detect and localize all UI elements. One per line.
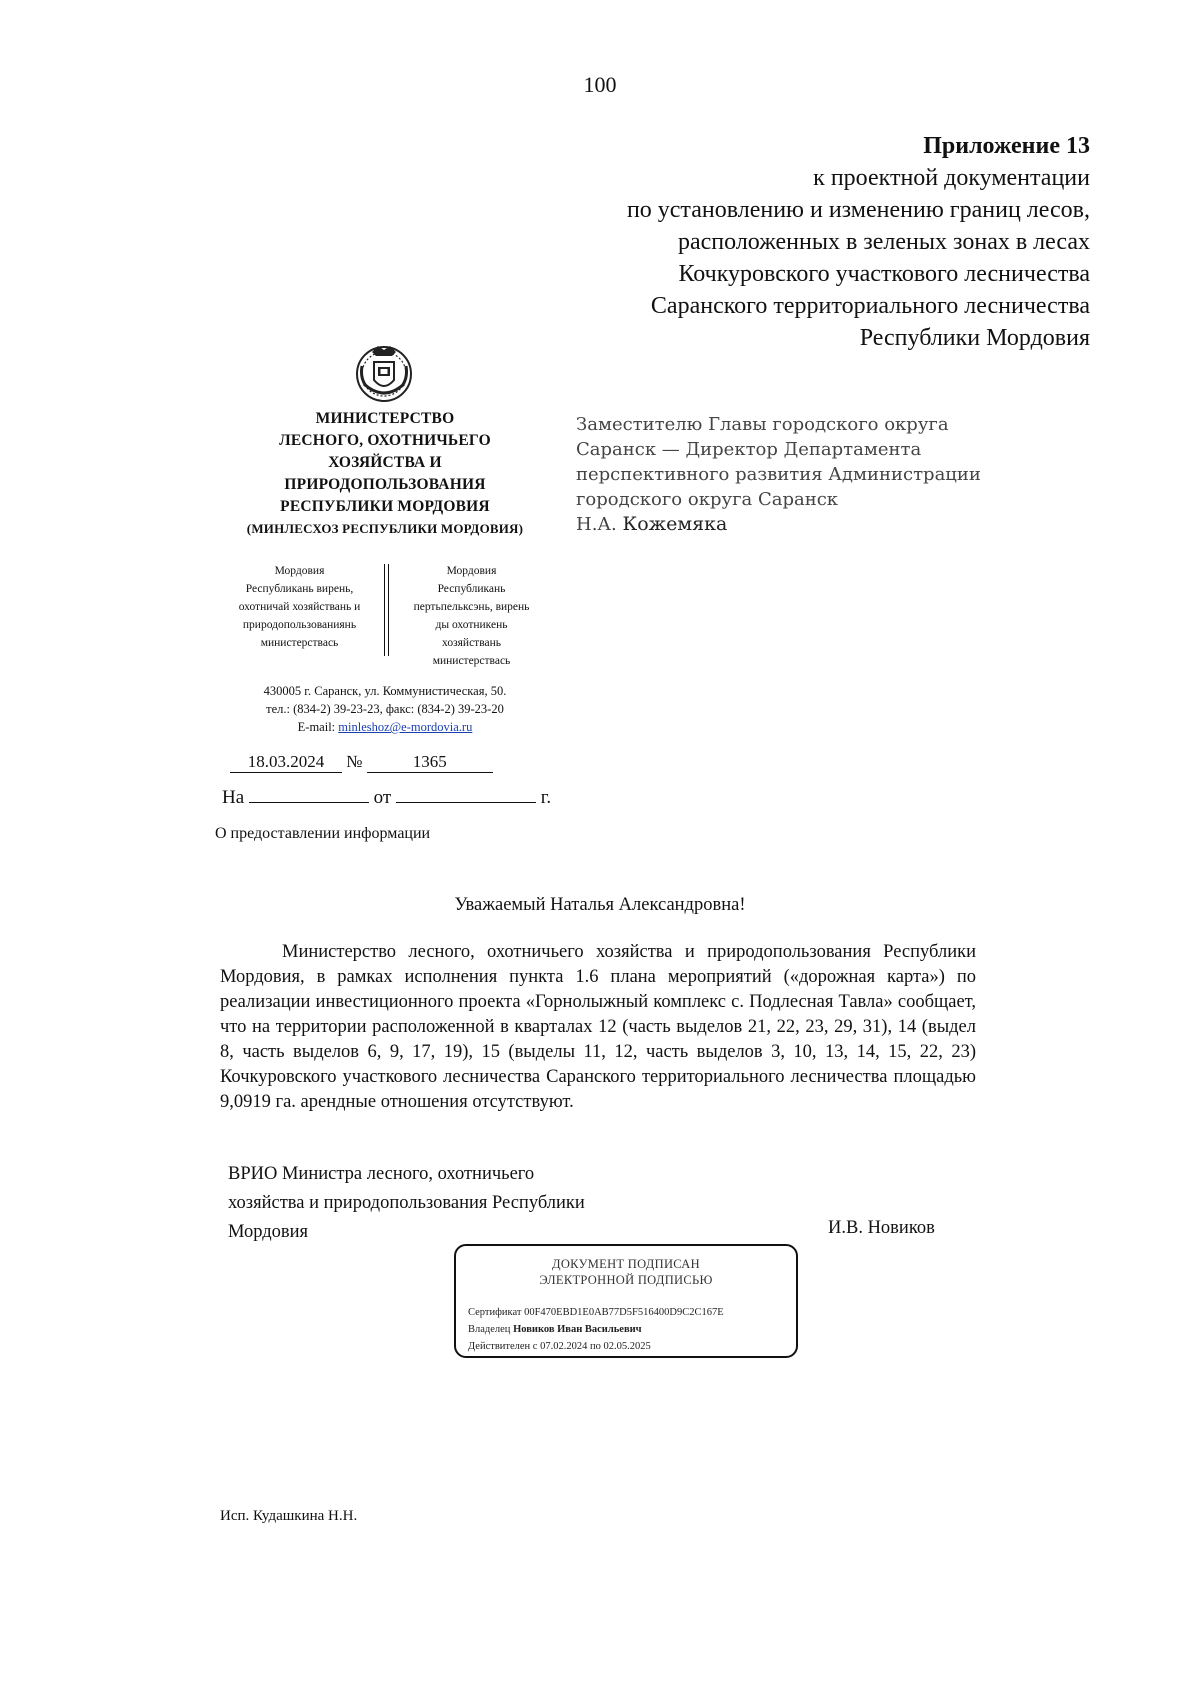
stamp-certificate-value: 00F470EBD1E0AB77D5F516400D9C2C167E — [524, 1307, 724, 1318]
local-name-line: ды охотникень — [435, 619, 508, 631]
registration-date: 18.03.2024 — [230, 752, 342, 773]
local-name-line: министерствась — [432, 655, 511, 667]
signatory-position — [228, 1160, 648, 1247]
stamp-label: Сертификат — [468, 1307, 522, 1318]
letter-subject: О предоставлении информации — [215, 825, 431, 842]
ministry-address — [215, 682, 555, 736]
position-line: Мордовия — [228, 1222, 309, 1242]
stamp-label: Владелец — [468, 1324, 511, 1335]
local-name-line: Республикань — [437, 583, 506, 595]
addressee-line: Саранск — Директор Департамента — [576, 439, 922, 460]
reference-line — [222, 784, 551, 809]
local-name-line: пертьпельксэнь, вирень — [413, 601, 530, 613]
ministry-name-line: ПРИРОДОПОЛЬЗОВАНИЯ — [284, 476, 486, 493]
ministry-name-line: РЕСПУБЛИКИ МОРДОВИЯ — [280, 498, 490, 515]
local-name-moksha — [222, 562, 377, 652]
local-name-line: Республикань вирень, — [245, 583, 354, 595]
addressee-name — [576, 512, 996, 537]
address-line: 430005 г. Саранск, ул. Коммунистическая, 50. — [263, 684, 507, 698]
double-divider — [384, 564, 389, 656]
ministry-abbreviation: (МИНЛЕСХОЗ РЕСПУБЛИКИ МОРДОВИЯ) — [246, 521, 524, 536]
stamp-heading-line: ЭЛЕКТРОННОЙ ПОДПИСЬЮ — [539, 1273, 713, 1287]
addressee-block — [576, 412, 996, 537]
registration-number: 1365 — [367, 752, 493, 773]
addressee-line: городского округа Саранск — [576, 489, 839, 510]
signatory-name: И.В. Новиков — [828, 1218, 935, 1238]
local-name-line: природопользованиянь — [242, 619, 357, 631]
page-number: 100 — [583, 72, 617, 97]
executor-note: Исп. Кудашкина Н.Н. — [220, 1508, 358, 1524]
email-label: E-mail: — [297, 720, 339, 734]
letter-body: Министерство лесного, охотничьего хозяйства и природопользования Республики Мордовия, в рамках исполнения пункта 1.6 плана мероприятий («дорожная карта») по реализации инвестиционного проекта «Горнолыжный комплекс с. Подлесная Тавла» сообщает, что на территории расположенной в кварталах 12 (часть выделов 21, 22, 23, 29, 31), 14 (выдел 8, часть выделов 6, 9, 17, 19), 15 (выделы 11, 12, часть выделов 3, 10, 13, 14, 15, 22, 23) Кочкуровского участкового лесничества Саранского территориального лесничества площадью 9,0919 га. арендные отношения отсутствуют. — [220, 942, 976, 1112]
electronic-signature-stamp — [454, 1244, 798, 1358]
year-suffix: г. — [540, 787, 552, 808]
position-line: хозяйства и природопользования Республики — [228, 1193, 585, 1213]
appendix-line: расположенных в зеленых зонах в лесах — [678, 229, 1090, 255]
reference-number-blank — [249, 784, 369, 803]
email-link[interactable]: minleshoz@e-mordovia.ru — [338, 720, 473, 734]
appendix-line: по установлению и изменению границ лесов, — [626, 197, 1090, 223]
ministry-name — [215, 408, 555, 540]
appendix-line: к проектной документации — [813, 165, 1090, 191]
phone-line: тел.: (834-2) 39-23-23, факс: (834-2) 39-23-20 — [266, 702, 504, 716]
local-name-line: хозяйствань — [442, 637, 501, 649]
local-name-line: Мордовия — [446, 565, 497, 577]
appendix-title: Приложение 13 — [923, 133, 1090, 159]
stamp-owner — [468, 1321, 724, 1338]
stamp-heading-line: ДОКУМЕНТ ПОДПИСАН — [552, 1257, 700, 1271]
registration-line — [230, 752, 493, 773]
stamp-valid-to: 02.05.2025 — [603, 1341, 651, 1352]
local-language-names — [222, 562, 547, 667]
stamp-label: по — [589, 1341, 601, 1352]
on-label: На — [222, 787, 245, 808]
local-name-line: охотничай хозяйствань и — [238, 601, 361, 613]
appendix-line: Республики Мордовия — [859, 325, 1090, 351]
stamp-valid-from: 07.02.2024 — [540, 1341, 588, 1352]
reference-date-blank — [396, 784, 536, 803]
local-name-erzya — [394, 562, 549, 670]
ministry-name-line: МИНИСТЕРСТВО — [315, 410, 455, 427]
ministry-name-line: ЛЕСНОГО, ОХОТНИЧЬЕГО — [279, 432, 491, 449]
addressee-line: перспективного развития Администрации — [576, 464, 981, 485]
coat-of-arms-icon — [352, 340, 416, 404]
addressee-initials: Н.А. — [576, 514, 617, 535]
stamp-label: Действителен с — [468, 1341, 538, 1352]
position-line: ВРИО Министра лесного, охотничьего — [228, 1164, 535, 1184]
appendix-header — [530, 130, 1090, 354]
local-name-line: Мордовия — [274, 565, 325, 577]
appendix-line: Саранского территориального лесничества — [650, 293, 1090, 319]
stamp-certificate — [468, 1304, 724, 1321]
stamp-heading — [456, 1256, 796, 1288]
addressee-surname: Кожемяка — [622, 513, 728, 535]
from-label: от — [373, 787, 392, 808]
stamp-details — [468, 1304, 724, 1355]
local-name-line: министерствась — [260, 637, 339, 649]
addressee-line: Заместителю Главы городского округа — [576, 414, 949, 435]
greeting: Уважаемый Наталья Александровна! — [454, 895, 746, 915]
email-line — [215, 718, 555, 736]
ministry-name-line: ХОЗЯЙСТВА И — [328, 454, 442, 471]
appendix-line: Кочкуровского участкового лесничества — [678, 261, 1090, 287]
stamp-owner-value: Новиков Иван Васильевич — [513, 1324, 642, 1335]
stamp-validity — [468, 1338, 724, 1355]
number-label: № — [346, 752, 363, 771]
